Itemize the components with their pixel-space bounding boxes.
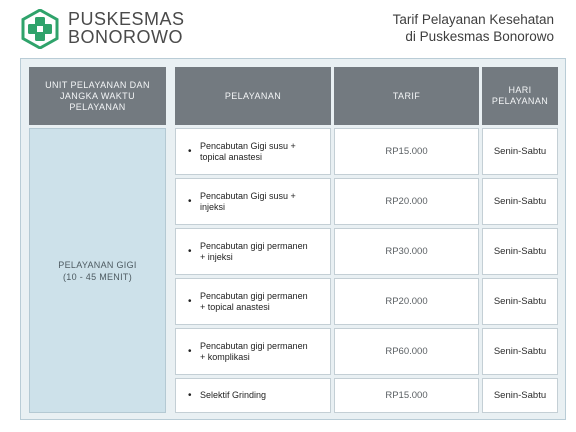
service-cell xyxy=(175,278,331,325)
page-header xyxy=(0,0,576,58)
service-line-1: Pencabutan gigi permanen xyxy=(200,340,308,351)
service-line-2: topical anastesi xyxy=(200,151,263,162)
days-cell: Senin-Sabtu xyxy=(482,278,558,325)
column-header-unit-line-1: UNIT PELAYANAN DAN xyxy=(45,79,150,90)
tariff-cell: RP20.000 xyxy=(334,178,479,225)
days-cell: Senin-Sabtu xyxy=(482,328,558,375)
service-cell xyxy=(175,178,331,225)
column-header-unit-line-2: JANGKA WAKTU xyxy=(60,90,135,101)
bullet-icon: • xyxy=(188,196,192,207)
column-header-service: PELAYANAN xyxy=(175,67,331,125)
tariff-cell: RP20.000 xyxy=(334,278,479,325)
subtitle-line-1: Tarif Pelayanan Kesehatan xyxy=(392,12,554,27)
subtitle-line-2: di Puskesmas Bonorowo xyxy=(405,29,554,44)
tariff-cell: RP15.000 xyxy=(334,128,479,175)
days-cell: Senin-Sabtu xyxy=(482,178,558,225)
service-line-1: Pencabutan Gigi susu + xyxy=(200,140,296,151)
service-line-2: + topical anastesi xyxy=(200,301,270,312)
service-line-1: Selektif Grinding xyxy=(200,390,267,400)
tariff-cell: RP30.000 xyxy=(334,228,479,275)
column-header-tariff: TARIF xyxy=(334,67,479,125)
service-line-1: Pencabutan gigi permanen xyxy=(200,240,308,251)
unit-duration: (10 - 45 MENIT) xyxy=(62,271,132,282)
tariff-cell: RP60.000 xyxy=(334,328,479,375)
tariff-table-panel xyxy=(20,58,566,420)
bullet-icon: • xyxy=(188,246,192,257)
column-header-days-line-1: HARI xyxy=(508,85,532,95)
service-line-1: Pencabutan gigi permanen xyxy=(200,290,308,301)
days-cell: Senin-Sabtu xyxy=(482,228,558,275)
service-cell xyxy=(175,128,331,175)
service-cell xyxy=(175,328,331,375)
bullet-icon: • xyxy=(188,146,192,157)
bullet-icon: • xyxy=(188,390,192,401)
tariff-cell: RP15.000 xyxy=(334,378,479,413)
service-cell xyxy=(175,228,331,275)
unit-name: PELAYANAN GIGI xyxy=(58,259,137,270)
brand-line-1: PUSKESMAS xyxy=(68,9,185,29)
days-cell: Senin-Sabtu xyxy=(482,378,558,413)
service-line-1: Pencabutan Gigi susu + xyxy=(200,190,296,201)
column-header-days-line-2: PELAYANAN xyxy=(491,96,549,106)
column-header-unit-line-3: PELAYANAN xyxy=(69,101,126,112)
green-cross-icon xyxy=(20,9,60,49)
bullet-icon: • xyxy=(188,346,192,357)
brand-line-2: BONOROWO xyxy=(68,27,183,47)
service-line-2: + injeksi xyxy=(200,251,233,262)
bullet-icon: • xyxy=(188,296,192,307)
service-cell xyxy=(175,378,331,413)
brand-name xyxy=(68,10,185,46)
days-cell: Senin-Sabtu xyxy=(482,128,558,175)
page-subtitle xyxy=(393,11,554,45)
service-line-2: injeksi xyxy=(200,201,226,212)
column-header-days xyxy=(482,67,558,125)
service-line-2: + komplikasi xyxy=(200,351,250,362)
unit-cell xyxy=(29,128,166,413)
column-header-unit xyxy=(29,67,166,125)
